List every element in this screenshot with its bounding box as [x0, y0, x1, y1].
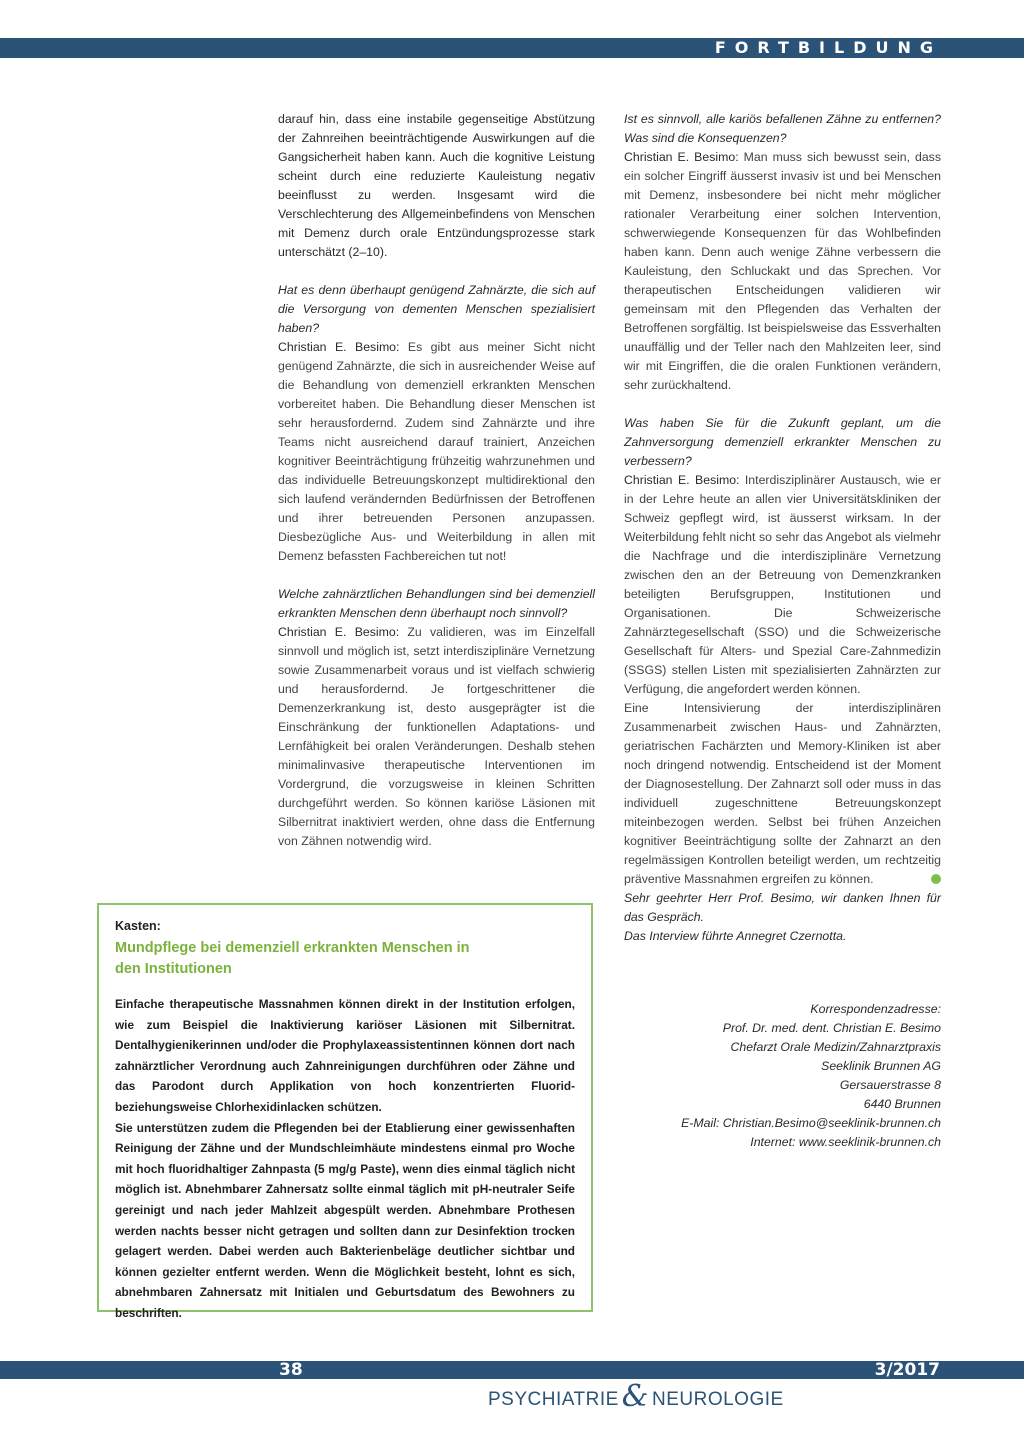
- answer-3: [624, 148, 941, 395]
- contact-street: Gersauerstrasse 8: [839, 1078, 941, 1092]
- speaker-label: Christian E. Besimo:: [278, 340, 400, 354]
- speaker-label: Christian E. Besimo:: [278, 625, 400, 639]
- end-of-article-icon: [931, 874, 941, 884]
- contact-clinic: Seeklinik Brunnen AG: [821, 1059, 941, 1073]
- issue-number: 3/2017: [874, 1360, 940, 1380]
- interview-credit: Das Interview führte Annegret Czernotta.: [624, 929, 847, 943]
- left-column: [278, 110, 595, 851]
- page-number: 38: [279, 1360, 303, 1380]
- contact-name: Prof. Dr. med. dent. Christian E. Besimo: [722, 1021, 941, 1035]
- header-bar: [0, 38, 1024, 58]
- box-body: [115, 994, 575, 1324]
- answer-text: Man muss sich bewusst sein, dass ein solcher Eingriff äusserst invasiv ist und bei Menschen mit Demenz, insbesondere bei nicht mehr möglicher rationaler Verarbeitung einer solchen Intervention, schwerwiegende Konsequenzen für das Wohlbefinden haben kann. Denn auch wenige Zähne verbessern die Kauleistung, den Schluckakt und das Sprechen. Vor therapeutischen Entscheidungen validieren wir gemeinsam mit den Pflegenden das Verhalten der Betroffenen sorgfältig. Ist beispielsweise das Essverhalten unauffällig und der Teller nach den Mahlzeiten leer, sind wir mit Eingriffen, die die oralen Funktionen verändern, sehr zurückhaltend.: [624, 150, 941, 392]
- journal-name-right: NEUROLOGIE: [652, 1389, 784, 1410]
- thanks-line: Sehr geehrter Herr Prof. Besimo, wir danken Ihnen für das Gespräch.: [624, 891, 941, 924]
- ampersand-icon: &: [621, 1378, 649, 1414]
- footer-bar: [0, 1361, 1024, 1379]
- right-column: [624, 110, 941, 946]
- box-label: Kasten:: [115, 919, 161, 933]
- question-1: Hat es denn überhaupt genügend Zahnärzte, die sich auf die Versorgung von dementen Menschen spezialisiert haben?: [278, 283, 595, 335]
- answer-text: Eine Intensivierung der interdisziplinären Zusammenarbeit zwischen Haus- und Zahnärzten, geriatrischen Fachärzten und Memory-Kliniken ist aber noch dringend notwendig. Entscheidend ist der Moment der Diagnosestellung. Der Zahnarzt soll oder muss in das individuell zugeschnittene Betreuungskonzept miteinbezogen werden. Selbst bei frühen Anzeichen kognitiver Beeinträchtigung sollte der Zahnarzt an den regelmässigen Kontrollen beteiligt werden, um rechtzeitig präventive Massnahmen ergreifen zu können.: [624, 701, 941, 886]
- section-title: FORTBILDUNG: [714, 38, 942, 57]
- contact-email[interactable]: E-Mail: Christian.Besimo@seeklinik-brunnen.ch: [681, 1116, 941, 1130]
- contact-heading: Korrespondenzadresse:: [810, 1002, 941, 1016]
- contact-website[interactable]: Internet: www.seeklinik-brunnen.ch: [750, 1135, 941, 1149]
- journal-name-left: PSYCHIATRIE: [488, 1389, 619, 1410]
- answer-text: Es gibt aus meiner Sicht nicht genügend Zahnärzte, die sich in ausreichender Weise auf die Behandlung von demenziell erkrankten Menschen vorbereitet haben. Die Behandlung dieser Menschen ist sehr herausfordernd. Zudem sind Zahnärzte und ihre Teams nicht ausreichend darauf trainiert, Anzeichen kognitiver Beeinträchtigung frühzeitig wahrzunehmen und das individuelle Betreuungskonzept multidirektional den sich laufend verändernden Bedürfnissen der Betroffenen und ihrer betreuenden Personen anzupassen. Diesbezügliche Aus- und Weiterbildung in allen mit Demenz befassten Fachbereichen tut not!: [278, 340, 595, 563]
- speaker-label: Christian E. Besimo:: [624, 473, 740, 487]
- journal-logo: [488, 1380, 784, 1420]
- answer-1: [278, 338, 595, 566]
- answer-4-continued: [624, 699, 941, 889]
- answer-text: Zu validieren, was im Einzelfall sinnvoll und möglich ist, setzt interdisziplinäre Vernetzung sowie Zusammenarbeit voraus und ist vielfach schwierig und herausfordernd. Je fortgeschrittener die Demenzerkrankung ist, desto ausgeprägter ist die Einschränkung der funktionellen Adaptations- und Lernfähigkeit bei oralen Veränderungen. Deshalb stehen minimalinvasive therapeutische Interventionen im Vordergrund, die vorzugsweise in kleinen Schritten durchgeführt werden. So können kariöse Läsionen mit Silbernitrat inaktiviert werden, ohne dass die Entfernung von Zähnen notwendig wird.: [278, 625, 595, 848]
- answer-2: [278, 623, 595, 851]
- question-3: Ist es sinnvoll, alle kariös befallenen Zähne zu entfernen? Was sind die Konsequenzen?: [624, 112, 941, 145]
- answer-4: [624, 471, 941, 699]
- intro-paragraph: darauf hin, dass eine instabile gegenseitige Abstützung der Zahnreihen beeinträchtigende Auswirkungen auf die Gangsicherheit haben kann. Auch die kognitive Leistung scheint durch eine reduzierte Kauleistung negativ beeinflusst zu werden. Insgesamt wird die Verschlechterung des Allgemeinbefindens von Menschen mit Demenz durch orale Entzündungsprozesse stark unterschätzt (2–10).: [278, 112, 595, 259]
- question-4: Was haben Sie für die Zukunft geplant, um die Zahnversorgung demenziell erkrankter Menschen zu verbessern?: [624, 416, 941, 468]
- question-2: Welche zahnärztlichen Behandlungen sind bei demenziell erkrankten Menschen denn überhaupt noch sinnvoll?: [278, 587, 595, 620]
- box-paragraph-2: Sie unterstützen zudem die Pflegenden bei der Etablierung einer gewissenhaften Reinigung der Zähne und der Mundschleimhäute mindestens einmal pro Woche mit hoch fluoridhaltiger Zahnpasta (5 mg/g Paste), wenn dies einmal täglich nicht möglich ist. Abnehmbarer Zahnersatz sollte einmal täglich mit pH-neutraler Seife gereinigt und nach jeder Mahlzeit abgespült werden. Abnehmbare Prothesen werden nachts besser nicht getragen und sollten dann zur Desinfektion trocken gelagert werden. Dabei werden auch Bakterienbeläge deutlicher sichtbar und können gezielter entfernt werden. Wenn die Möglichkeit besteht, lohnt es sich, abnehmbaren Zahnersatz mit Initialen und Geburtsdatum des Bewohners zu beschriften.: [115, 1120, 575, 1320]
- answer-text: Interdisziplinärer Austausch, wie er in der Lehre heute an allen vier Universitätskliniken der Schweiz gepflegt wird, ist äusserst wirksam. In der Weiterbildung fehlt nicht so sehr das Angebot als vielmehr die Nachfrage und die interdisziplinäre Vernetzung zwischen den an der Betreuung von Demenzkranken beteiligten Berufsgruppen, Institutionen und Organisationen. Die Schweizerische Zahnärztegesellschaft (SSO) und die Schweizerische Gesellschaft für Alters- und Spezial Care-Zahnmedizin (SSGS) stellen Listen mit spezialisierten Zahnärzten zur Verfügung, die angefordert werden können.: [624, 473, 941, 696]
- info-box: [97, 903, 593, 1320]
- box-title: Mundpflege bei demenziell erkrankten Menschen in den Institutionen: [115, 940, 470, 977]
- speaker-label: Christian E. Besimo:: [624, 150, 739, 164]
- contact-city: 6440 Brunnen: [863, 1097, 941, 1111]
- correspondence-address: [624, 1000, 941, 1152]
- box-paragraph-1: Einfache therapeutische Massnahmen können direkt in der Institution erfolgen, wie zum Beispiel die Inaktivierung kariöser Läsionen mit Silbernitrat. Dentalhygienikerinnen und/oder die Prophylaxeassistentinnen können dort nach zahnärztlicher Verordnung auch Zahnreinigungen durchführen oder Zähne und das Parodont durch Applikation von hoch konzentrierten Fluorid- beziehungsweise Chlorhexidinlacken schützen.: [115, 997, 575, 1114]
- contact-role: Chefarzt Orale Medizin/Zahnarztpraxis: [730, 1040, 941, 1054]
